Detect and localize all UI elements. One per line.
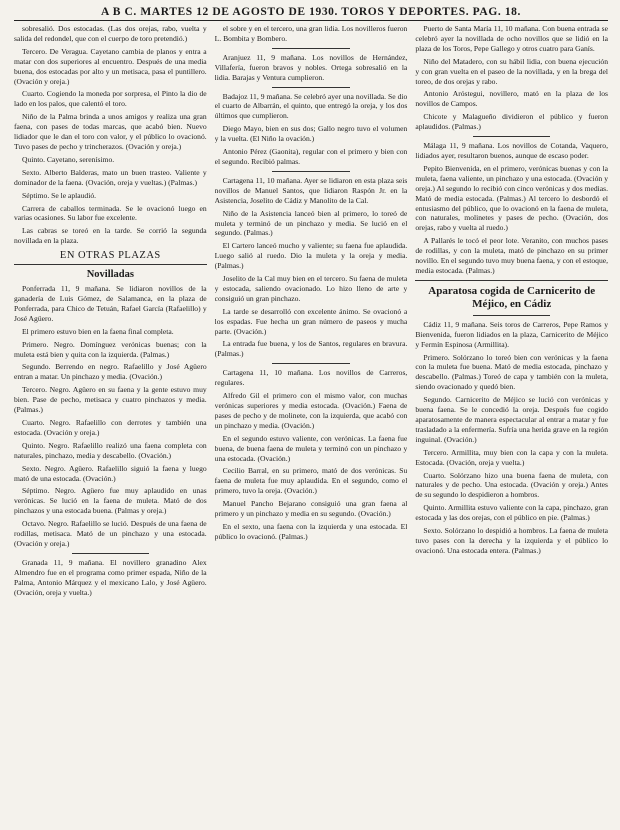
paragraph: Séptimo. Negro. Agüero fue muy aplaudido en unas verónicas. Se lució en la faena de muleta. Mató de dos pinchazos y una estocada buena. (Palmas y oreja.) xyxy=(14,486,207,516)
paragraph: Sexto. Solórzano lo despidió a hombros. La faena de muleta tuvo pases con la derecha y la izquierda y el público lo ovacionó. Una estocada entera. (Palmas.) xyxy=(415,526,609,555)
paragraph: Quinto. Cayetano, serenísimo. xyxy=(22,154,115,164)
paragraph: Las cabras se toreó en la tarde. Se corrió la segunda novillada en la plaza. xyxy=(14,226,207,246)
section-heading-other-plazas: EN OTRAS PLAZAS xyxy=(14,250,207,265)
paragraph: el sobre y en el tercero, una gran lidia. Los novilleros fueron L. Bombita y Bombero. xyxy=(214,24,408,43)
separator xyxy=(272,48,349,49)
paragraph: Cuarto. Cogiendo la moneda por sorpresa, el Pinto la dio de lado en los palos, que calentó el toro. xyxy=(14,89,207,109)
paragraph: sobresalió. Dos estocadas. (Las dos orejas, rabo, vuelta y salida del redondel, que con el cuerpo de toro pretendió.) xyxy=(14,24,207,43)
column-3 xyxy=(415,24,608,824)
paragraph: Manuel Pancho Bejarano consiguió una gran faena al primero y un pinchazo y media en su segundo. (Ovación.) xyxy=(214,499,408,519)
paragraph: Primero. Solórzano lo toreó bien con verónicas y la faena con la muleta fue buena. Mató de media estocada, pinchazo y descabello. (Palmas.) Toreó de capa y también con la muleta, siendo ovacionado y quedó bien. xyxy=(415,352,609,392)
columns xyxy=(14,24,608,824)
paragraph: Segundo. Carnicerito de Méjico se lució con verónicas y buena faena. Se le concedió la oreja. Después fue cogido aparatosamente de manera espectacular al entrar a matar y fue trasladado a la enfermería. Sufría una herida grave en la región inguinal. (Ovación.) xyxy=(415,395,609,444)
paragraph: Séptimo. Se le aplaudió. xyxy=(22,190,97,200)
paragraph: Antonio Pérez (Gaonita), regular con el primero y bien con el segundo. Recibió palmas. xyxy=(214,147,408,166)
paragraph: Cartagena 11, 10 mañana. Los novillos de Carreros, regulares. xyxy=(214,368,408,388)
paragraph: Cuarto. Solórzano hizo una buena faena de muleta, con naturales y de pecho. Una estocada. (Ovación y oreja.) Antes de su segundo lo despidieron a hombros. xyxy=(415,470,609,500)
head-rule xyxy=(14,20,608,21)
paragraph: En el sexto, una faena con la izquierda y una estocada. El público lo ovacionó. (Palmas.) xyxy=(214,521,408,541)
paragraph: Diego Mayo, bien en sus dos; Gallo negro tuvo el volumen y la vuelta. (El Niño la ovación.) xyxy=(214,124,408,144)
paragraph: Joselito de la Cal muy bien en el tercero. Su faena de muleta y estocada, saliendo ovacionado. Lo hizo lleno de arte y consiguió un gran pinchazo. xyxy=(214,274,408,303)
paragraph: Tercero. Armillita, muy bien con la capa y con la muleta. Estocada. (Ovación, oreja y vuelta.) xyxy=(415,447,609,467)
paragraph: Chicote y Malagueño dividieron el público y fueron aplaudidos. (Palmas.) xyxy=(415,112,609,132)
separator xyxy=(415,280,608,281)
separator xyxy=(72,553,149,554)
paragraph: El Cartero lanceó mucho y valiente; su faena fue aplaudida. Luego salió al ruedo. Dio la muleta y la oreja y media. (Palmas.) xyxy=(214,241,408,271)
separator xyxy=(473,136,550,137)
article-headline: Aparatosa cogida de Carnicerito de Méjico, en Cádiz xyxy=(428,284,596,310)
paragraph: Ponferrada 11, 9 mañana. Se lidiaron novillos de la ganadería de Luis Gómez, de Salamanca, en la plaza de Ponferrada, para Chico de Tetuán, Rafael García (Rafaelillo) y José Agüero. xyxy=(14,284,207,323)
separator xyxy=(272,171,349,172)
paragraph: En el segundo estuvo valiente, con verónicas. La faena fue buena, de buena faena de muleta y terminó con un pinchazo y una estocada. (Ovación.) xyxy=(214,433,408,463)
paragraph: Carrera de caballos terminada. Se le ovacionó luego en varias ocasiones. Su labor fue excelente. xyxy=(14,203,207,223)
paragraph: Puerto de Santa María 11, 10 mañana. Con buena entrada se celebró ayer la novillada de ocho novillos que se lidió en la plaza de los Toros, Pepe Gallego y otros cuatro para Ganís. xyxy=(415,24,609,53)
column-2 xyxy=(215,24,408,824)
paragraph: Sexto. Negro. Agüero. Rafaelillo siguió la faena y luego mató de una estocada. (Ovación.) xyxy=(14,463,207,483)
paragraph: La tarde se desarrolló con excelente ánimo. Se ovacionó a los espadas. Fue hecha un gran número de paseos y mucha parte. (Ovación.) xyxy=(214,306,408,336)
paragraph: Alfredo Gil el primero con el mismo valor, con muchas verónicas superiores y media estocada. (Ovación.) Faena de pases de pecho y de molinete, con la izquierda, que acabó con un pinchazo y media. (Ovación.) xyxy=(214,391,408,430)
paragraph: Badajoz 11, 9 mañana. Se celebró ayer una novillada. Se dio el cuarto de Albarrán, el quinto, que entregó la oreja, y los dos últimos que cumplieron. xyxy=(214,91,408,121)
paragraph: Aranjuez 11, 9 mañana. Los novillos de Hernández, Villafería, fueron bravos y nobles. Ortega sobresalió en la lidia. Barajas y Ventura cumplieron. xyxy=(214,52,408,82)
paragraph: A Pallarés le tocó el peor lote. Veranito, con muchos pases de rodillas, y con la muleta, mató de pinchazo en su primer novillo. En el segundo tuvo muy buena faena, y con el estoque, media estocada. (Palmas.) xyxy=(415,236,609,275)
paragraph: Octavo. Negro. Rafaelillo se lució. Después de una faena de rodillas, metisaca. Mató de un pinchazo y una estocada. (Ovación y oreja.) xyxy=(14,519,207,548)
paragraph: Niño del Matadero, con su hábil lidia, con buena ejecución y con gran vuelta en el paseo de la novillada, y en la brega del toreo, de dos orejas y rabo. xyxy=(415,56,609,86)
paragraph: La entrada fue buena, y los de Santos, regulares en bravura. (Palmas.) xyxy=(214,339,408,359)
paragraph: Tercero. Negro. Agüero en su faena y la gente estuvo muy bien. Pase de pecho, metisaca y cuatro pinchazos y media. (Palmas.) xyxy=(14,385,207,415)
paragraph: Cuarto. Negro. Rafaelillo con derrotes y también una estocada. (Ovación y oreja.) xyxy=(14,418,207,437)
running-head: A B C. MARTES 12 DE AGOSTO DE 1930. TOROS Y DEPORTES. PAG. 18. xyxy=(100,6,521,18)
paragraph: Quinto. Negro. Rafaelillo realizó una faena completa con naturales, pinchazo, media y descabello. (Ovación.) xyxy=(14,440,207,460)
paragraph: El primero estuvo bien en la faena final completa. xyxy=(22,326,174,336)
paragraph: Málaga 11, 9 mañana. Los novillos de Cotanda, Vaquero, lidiados ayer, resultaron buenos, aunque de escaso poder. xyxy=(415,141,609,160)
column-1 xyxy=(14,24,207,824)
paragraph: Segundo. Berrendo en negro. Rafaelillo y José Agüero entran a matar. Un pinchazo y media. (Ovación.) xyxy=(14,362,207,382)
paragraph: Niño de la Palma brinda a unos amigos y realiza una gran faena, con pases de todas marcas, que acabó bien. Nuevo lidiador que le dan el toro con valor, y el público lo ovacionó. Tuvo pases de pecho y trincherazos. (Ovación y oreja.) xyxy=(14,112,207,151)
paragraph: Cecilio Barral, en su primero, mató de dos verónicas. Su faena de muleta fue muy aplaudida. En el segundo, como el primero, tuvo la oreja. (Ovación.) xyxy=(214,466,408,496)
paragraph: Granada 11, 9 mañana. El novillero granadino Alex Almendro fue en el programa como primer espada, Niño de la Palma, Antonio Márquez y el mexicano Lalo, y José Agüero. (Ovación, oreja y vuelta.) xyxy=(14,557,207,597)
section-heading-novilladas: Novilladas xyxy=(86,269,134,281)
paragraph: Antonio Aróstegui, novillero, mató en la plaza de los novillos de Campos. xyxy=(415,89,609,109)
paragraph: Quinto. Armillita estuvo valiente con la capa, pinchazo, gran estocada y las dos orejas, con el público en pie. (Palmas.) xyxy=(415,503,609,523)
separator xyxy=(473,315,550,316)
paragraph: Cádiz 11, 9 mañana. Seis toros de Carreros, Pepe Ramos y Bienvenida, fueron lidiados en la plaza, Carnicerito de Méjico y Fermín Espinosa (Armillita). xyxy=(415,319,609,349)
separator xyxy=(272,87,349,88)
paragraph: Sexto. Alberto Balderas, mato un buen trasteo. Valiente y dominador de la faena. (Ovación, oreja y vueltas.) (Palmas.) xyxy=(14,167,207,187)
paragraph: Cartagena 11, 10 mañana. Ayer se lidiaron en esta plaza seis novillos de Manuel Santos, que lidiaron Raspón Jr. en la Asistencia, Joselito de Cádiz y Manolito de la Cal. xyxy=(214,175,408,205)
separator xyxy=(272,363,349,364)
paragraph: Primero. Negro. Domínguez verónicas buenas; con la muleta está bien y quita con la izquierda. (Palmas.) xyxy=(14,339,207,359)
paragraph: Pepito Bienvenida, en el primero, verónicas buenas y con la muleta, faena valiente, un pinchazo y una estocada. (Ovación y oreja.) Al segundo lo recibió con cinco verónicas y dos medias. Mató de media estocada. (Palmas.) Al tercero lo desbordó el entusiasmo del público, que lo ovacionó en la faena de muleta, con naturales, molinetes y pases de pecho. (Ovación, dos orejas, rabo y vuelta al ruedo.) xyxy=(415,163,609,233)
paragraph: Niño de la Asistencia lanceó bien al primero, lo toreó de muleta y terminó de un pinchazo y media. Se lució en el segundo. (Palmas.) xyxy=(214,208,408,238)
paragraph: Tercero. De Veragua. Cayetano cambia de planos y entra a matar con dos superiores al encuentro. Después de una media buena, dos estocadas por alto y un metisaca, pasa el puntillero. (Ovación y oreja.) xyxy=(14,46,207,86)
